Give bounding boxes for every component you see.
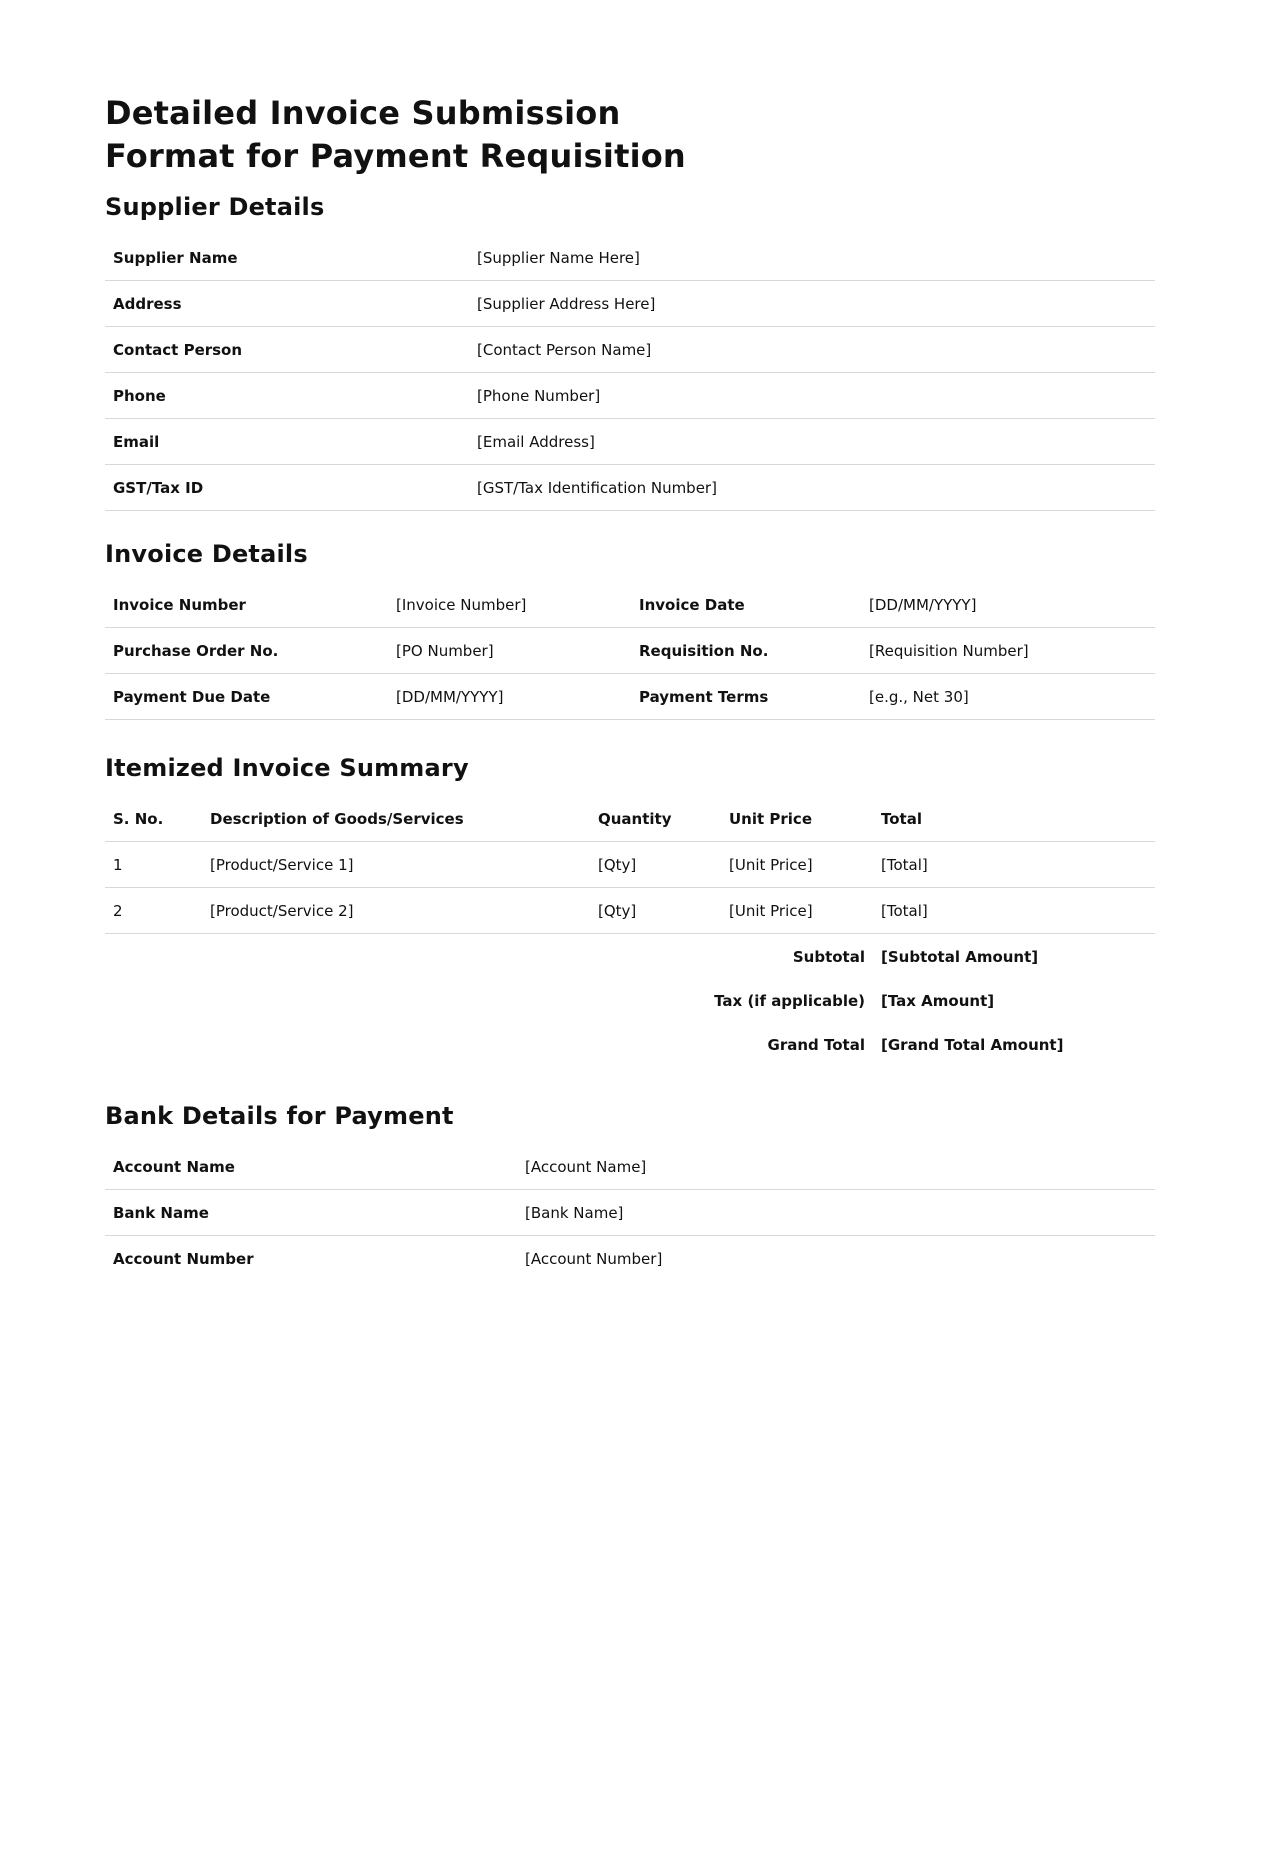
item-unit-price: [Unit Price] (721, 842, 873, 888)
account-number-label: Account Number (113, 1249, 254, 1268)
grand-total-label: Grand Total (767, 1036, 865, 1054)
item-unit-price: [Unit Price] (721, 888, 873, 934)
column-header: S. No. (105, 796, 202, 842)
table-row (105, 628, 1155, 674)
invoice-number-value: [Invoice Number] (388, 582, 631, 628)
column-header: Total (873, 796, 1155, 842)
item-description: [Product/Service 1] (202, 842, 590, 888)
tax-row (105, 979, 1155, 1023)
invoice-date-value: [DD/MM/YYYY] (861, 582, 1155, 628)
table-row (105, 465, 1155, 511)
tax-label: Tax (if applicable) (714, 992, 865, 1010)
item-total: [Total] (873, 888, 1155, 934)
supplier-address-value: [Supplier Address Here] (469, 281, 1155, 327)
column-header: Description of Goods/Services (202, 796, 590, 842)
supplier-name-label: Supplier Name (105, 235, 469, 281)
table-row (105, 888, 1155, 934)
table-row (105, 1144, 1155, 1190)
item-quantity: [Qty] (590, 842, 721, 888)
supplier-name-value: [Supplier Name Here] (469, 235, 1155, 281)
requisition-number-value: [Requisition Number] (861, 628, 1155, 674)
po-number-value: [PO Number] (388, 628, 631, 674)
phone-value: [Phone Number] (469, 373, 1155, 419)
bank-section-heading: Bank Details for Payment (105, 1102, 454, 1130)
table-row (105, 281, 1155, 327)
invoice-number-label: Invoice Number (105, 582, 388, 628)
tax-id-value: [GST/Tax Identification Number] (469, 465, 1155, 511)
item-sno: 1 (105, 842, 202, 888)
subtotal-row (105, 934, 1155, 980)
table-row (105, 235, 1155, 281)
tax-value: [Tax Amount] (881, 992, 995, 1010)
subtotal-label: Subtotal (792, 947, 865, 966)
items-table (105, 796, 1155, 1067)
grand-total-row (105, 1023, 1155, 1067)
grand-total-value: [Grand Total Amount] (881, 1036, 1064, 1054)
supplier-section-heading: Supplier Details (105, 193, 325, 221)
document-content (105, 92, 1155, 1281)
payment-terms-label: Payment Terms (631, 674, 861, 720)
po-number-label: Purchase Order No. (105, 628, 388, 674)
table-row (105, 1236, 1155, 1282)
contact-person-value: [Contact Person Name] (469, 327, 1155, 373)
contact-person-label: Contact Person (105, 327, 469, 373)
table-row (105, 842, 1155, 888)
payment-due-date-value: [DD/MM/YYYY] (388, 674, 631, 720)
tax-id-label: GST/Tax ID (105, 465, 469, 511)
account-name-value: [Account Name] (517, 1144, 1155, 1190)
table-row (105, 1190, 1155, 1236)
item-sno: 2 (105, 888, 202, 934)
requisition-number-label: Requisition No. (631, 628, 861, 674)
account-name-label: Account Name (105, 1144, 517, 1190)
table-row (105, 674, 1155, 720)
supplier-table (105, 235, 1155, 511)
item-description: [Product/Service 2] (202, 888, 590, 934)
email-label: Email (105, 419, 469, 465)
column-header: Unit Price (721, 796, 873, 842)
table-row (105, 327, 1155, 373)
invoice-date-label: Invoice Date (631, 582, 861, 628)
supplier-address-label: Address (105, 281, 469, 327)
subtotal-value: [Subtotal Amount] (881, 947, 1039, 966)
item-total: [Total] (873, 842, 1155, 888)
email-value: [Email Address] (469, 419, 1155, 465)
phone-label: Phone (105, 373, 469, 419)
table-header-row (105, 796, 1155, 842)
table-row (105, 373, 1155, 419)
invoice-table (105, 582, 1155, 720)
bank-name-value: [Bank Name] (517, 1190, 1155, 1236)
column-header: Quantity (590, 796, 721, 842)
bank-name-label: Bank Name (105, 1190, 517, 1236)
item-quantity: [Qty] (590, 888, 721, 934)
payment-due-date-label: Payment Due Date (105, 674, 388, 720)
table-row (105, 419, 1155, 465)
document-title: Detailed Invoice Submission Format for Payment Requisition (105, 94, 686, 175)
account-number-value: [Account Number] (525, 1249, 663, 1268)
table-row (105, 582, 1155, 628)
invoice-section-heading: Invoice Details (105, 540, 308, 568)
items-section-heading: Itemized Invoice Summary (105, 754, 469, 782)
payment-terms-value: [e.g., Net 30] (861, 674, 1155, 720)
bank-table (105, 1144, 1155, 1281)
